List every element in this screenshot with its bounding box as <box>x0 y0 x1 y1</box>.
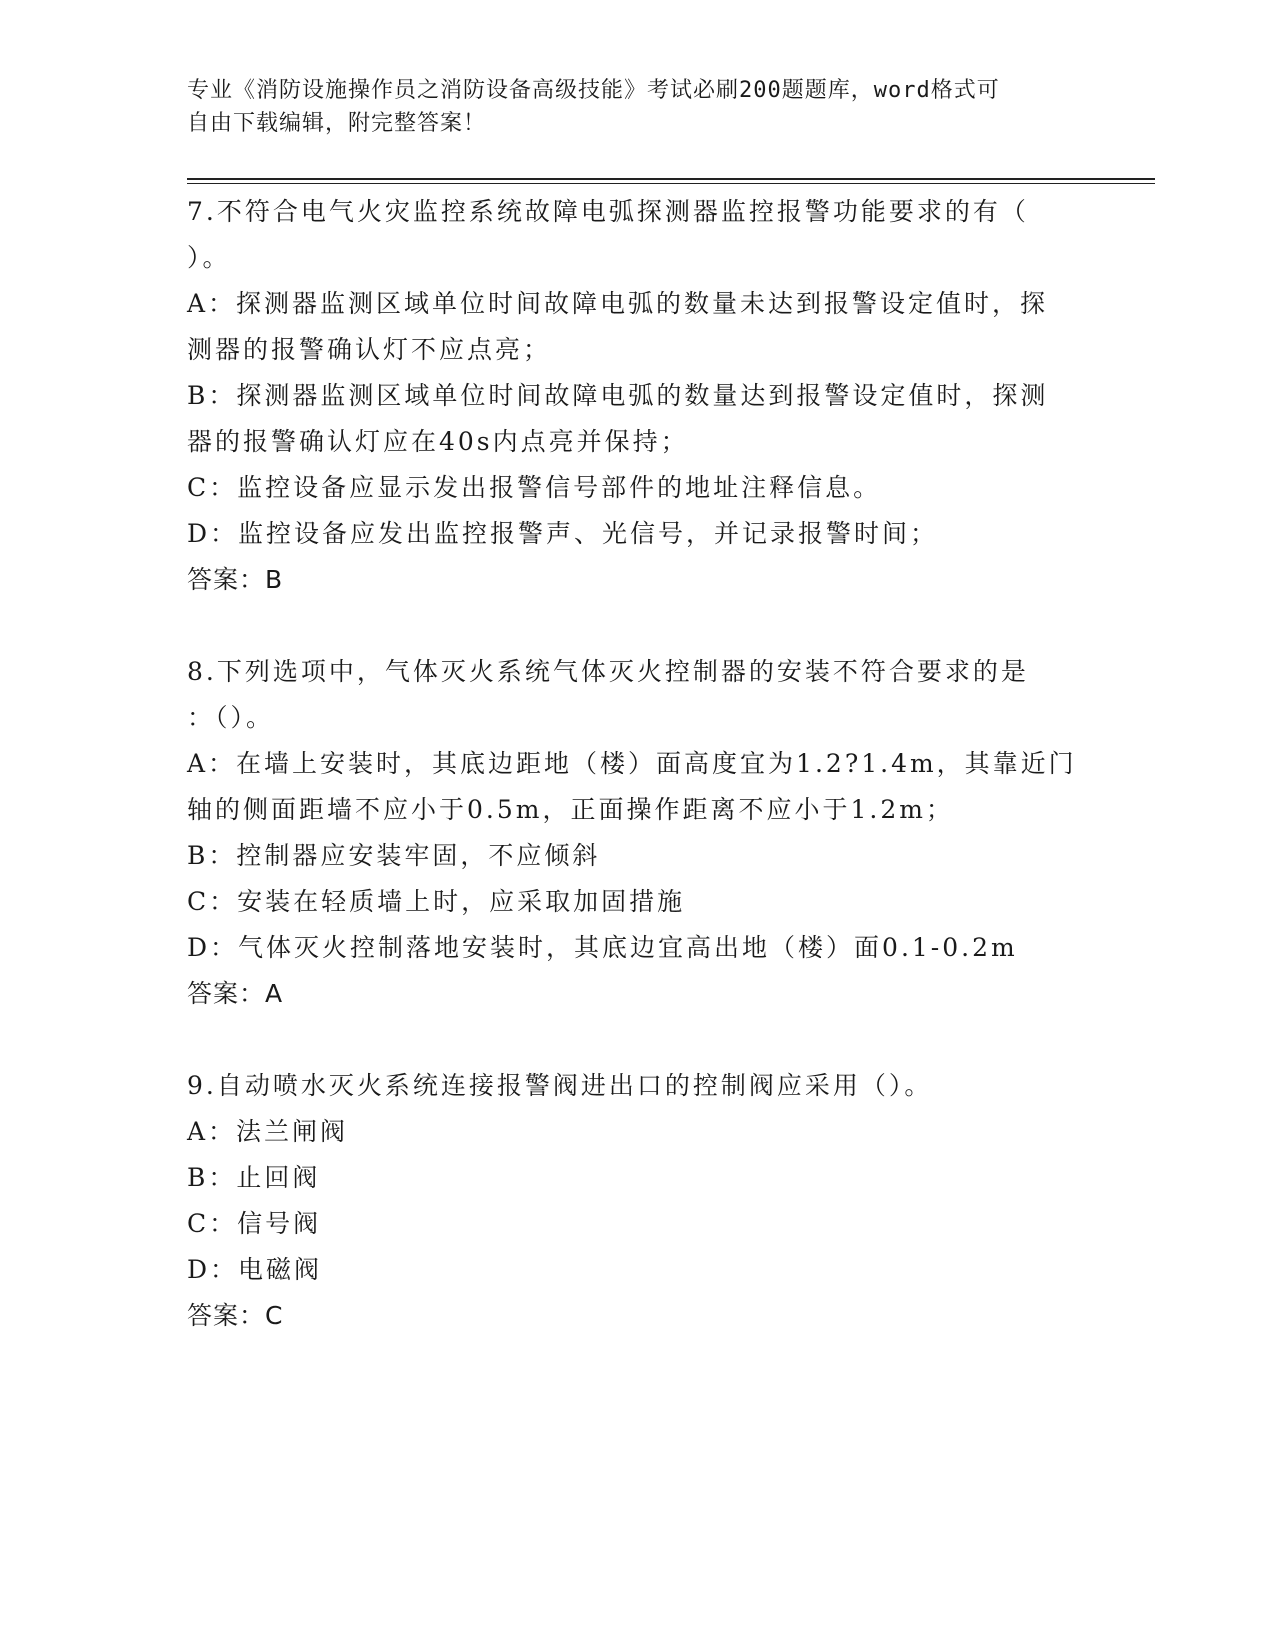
question-stem: 9.自动喷水灭火系统连接报警阀进出口的控制阀应采用（）。 <box>187 1071 933 1100</box>
option-b: B：探测器监测区域单位时间故障电弧的数量达到报警设定值时，探测 <box>187 381 1049 410</box>
header-divider <box>187 178 1155 184</box>
option-d: D：监控设备应发出监控报警声、光信号，并记录报警时间； <box>187 519 939 548</box>
answer-label: 答案：A <box>187 979 284 1008</box>
answer-label: 答案：C <box>187 1301 284 1330</box>
option-a: 轴的侧面距墙不应小于0.5m，正面操作距离不应小于1.2m； <box>187 795 954 824</box>
option-a: A：法兰闸阀 <box>187 1117 349 1146</box>
option-c: C：监控设备应显示发出报警信号部件的地址注释信息。 <box>187 473 882 502</box>
answer-label: 答案：B <box>187 565 284 594</box>
option-a: A：探测器监测区域单位时间故障电弧的数量未达到报警设定值时，探 <box>187 289 1049 318</box>
option-b: B：止回阀 <box>187 1163 321 1192</box>
document-header <box>187 74 1067 140</box>
question-stem: ）。 <box>187 243 231 272</box>
question-7 <box>187 189 1087 603</box>
option-a: 测器的报警确认灯不应点亮； <box>187 335 552 364</box>
option-d: D：气体灭火控制落地安装时，其底边宜高出地（楼）面0.1-0.2m <box>187 933 1018 962</box>
option-b: B：控制器应安装牢固，不应倾斜 <box>187 841 601 870</box>
header-line: 自由下载编辑，附完整答案！ <box>187 111 487 136</box>
option-d: D：电磁阀 <box>187 1255 323 1284</box>
question-stem: ：（）。 <box>187 703 275 732</box>
option-c: C：信号阀 <box>187 1209 322 1238</box>
option-b: 器的报警确认灯应在40s内点亮并保持； <box>187 427 689 456</box>
question-8 <box>187 649 1087 1017</box>
question-list <box>187 189 1087 1339</box>
option-c: C：安装在轻质墙上时，应采取加固措施 <box>187 887 686 916</box>
question-stem: 8.下列选项中，气体灭火系统气体灭火控制器的安装不符合要求的是 <box>187 657 1029 686</box>
header-line: 专业《消防设施操作员之消防设备高级技能》考试必刷200题题库，word格式可 <box>187 78 1000 103</box>
question-9 <box>187 1063 1087 1339</box>
option-a: A：在墙上安装时，其底边距地（楼）面高度宜为1.2?1.4m，其靠近门 <box>187 749 1077 778</box>
question-stem: 7.不符合电气火灾监控系统故障电弧探测器监控报警功能要求的有（ <box>187 197 1029 226</box>
